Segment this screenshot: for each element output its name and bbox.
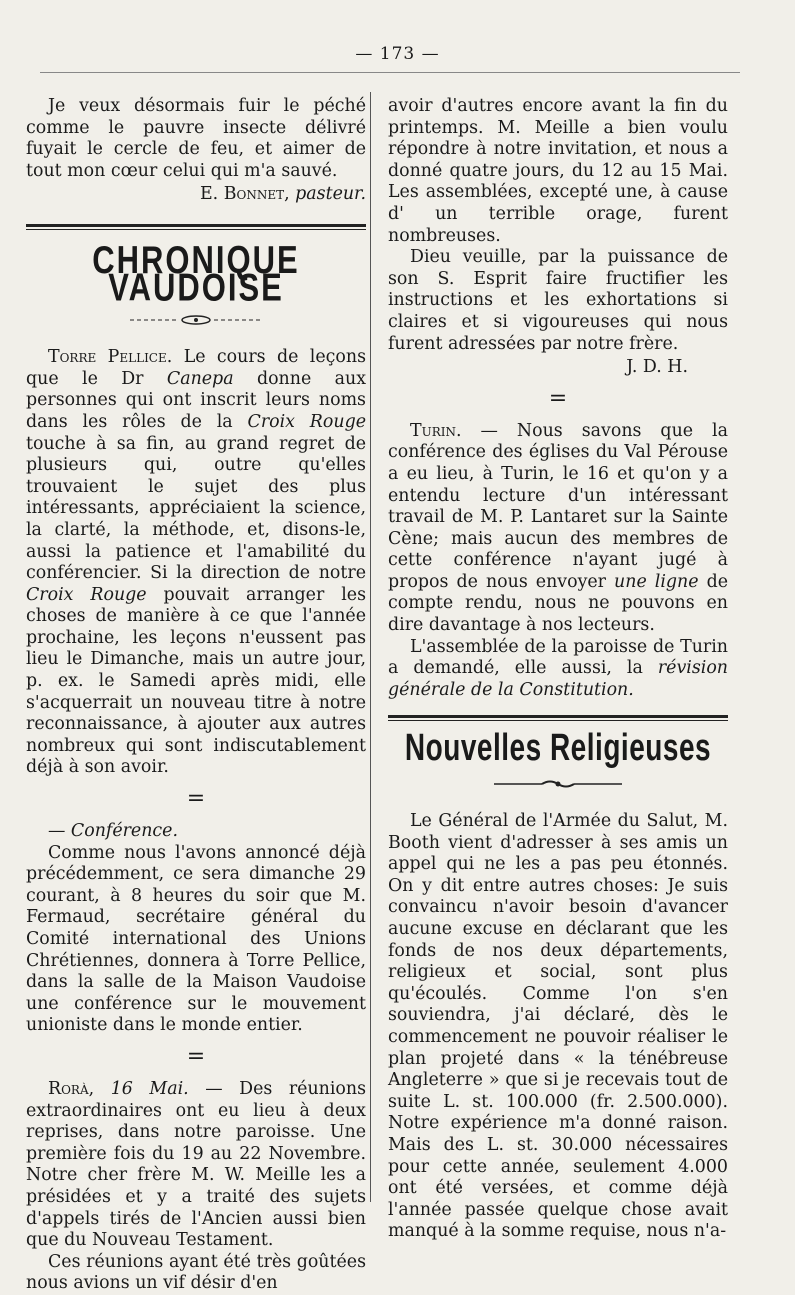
poem-signature: [26, 184, 366, 206]
conference-title: — Conférence.: [48, 821, 178, 842]
torre-text-1: Le cours de leçons que le Dr: [26, 347, 366, 389]
poem-signature-name: E. Bonnet,: [199, 184, 290, 205]
chronique-vaudoise-heading: CHRONIQUE VAUDOISE: [92, 237, 300, 309]
right-column: [388, 96, 728, 1243]
rora-lead: Rorà,: [48, 1078, 95, 1099]
torre-croix-rouge: Croix Rouge: [247, 411, 366, 432]
rora-continuation: avoir d'autres encore avant la fin du printemps. M. Meille a bien voulu répondre à notre invitation, et nous a donné quatre jours, du 12 au 15 Mai. Les assemblées, excepté une, à cause d' un terrible orage, furent nombreuses.: [388, 96, 728, 246]
rora-paragraph-2: Ces réunions ayant été très goûtées nous avions un vif désir d'en: [26, 1251, 366, 1294]
section-rule: [388, 715, 728, 721]
page-number: — 173 —: [355, 44, 440, 64]
ornament-icon: [488, 779, 628, 789]
torre-text-2: donne aux personnes qui ont inscrit leurs noms dans les rôles de la: [26, 368, 367, 432]
poem-text: Je veux désormais fuir le péché comme le pauvre insecte délivré fuyait le cercle de feu, et aimer de tout mon cœur celui qui m'a sauvé.: [26, 96, 366, 181]
left-column: [26, 96, 366, 1295]
turin-une-ligne: une ligne: [614, 571, 699, 592]
column-divider: [370, 92, 371, 1202]
header-rule: [40, 72, 740, 73]
turin-revision: révision générale de la Constitution.: [388, 658, 729, 700]
rora-paragraph: [26, 1079, 366, 1252]
turin-text-3: L'assemblée de la paroisse de Turin a demandé, elle aussi, la: [388, 636, 728, 679]
torre-text-3: touche à sa fin, au grand regret de plusieurs qui, outre qu'elles trouvaient le sujet des plus intéressants, appréciaient la science, la clarté, la méthode, et, disons-le, aussi la patience et l'amabilité du conférencier. Si la direction de notre: [26, 433, 366, 584]
booth-paragraph: Le Général de l'Armée du Salut, M. Booth vient d'adresser à ses amis un appel qui ne les a pas peu étonnés. On y dit entre autres choses: Je suis convaincu n'avoir besoin d'avancer aucune excuse en déclarant que les fonds de nos deux départements, religieux et social, sont plus qu'écoulés. Comme l'on s'en souviendra, j'ai déclaré, dès le commencement ne pouvoir réaliser le plan projeté dans « la ténébreuse Angleterre » que si je recevais tout de suite L. st. 100.000 (fr. 2.500.000). Notre expérience m'a donné raison. Mais des L. st. 30.000 nécessaires pour cette année, seulement 4.000 ont été versées, et comme déjà l'année passée quelque chose avait manqué à la somme requise, nous n'a-: [388, 811, 728, 1242]
torre-pellice-lead: Torre Pellice.: [48, 347, 173, 368]
section-rule: [26, 224, 366, 230]
turin-paragraph: [388, 421, 728, 637]
poem-signature-title: pasteur.: [295, 184, 366, 205]
rora-blessing: Dieu veuille, par la puissance de son S. Esprit faire fructifier les instructions et les exhortations si claires et si vigoureuses qui nous furent adressées par notre frère.: [388, 247, 728, 354]
torre-text-4: pouvait arranger les choses de manière à ce que l'année prochaine, les leçons n'eussent pas lieu le Dimanche, mais un autre jour, p. ex. le Samedi après midi, elle s'acquerrait un nouveau titre à notre reconnaissance, à ajouter aux autres nombreux qui sont indiscutablement déjà à son avoir.: [26, 584, 366, 778]
torre-croix-rouge-2: Croix Rouge: [26, 584, 147, 605]
turin-lead: Turin.: [410, 420, 462, 441]
turin-assembly-paragraph: [388, 637, 728, 702]
turin-text-2: de compte rendu, nous ne pouvons en dire davantage à nos lecteurs.: [388, 571, 729, 636]
separator: =: [548, 385, 568, 411]
separator: =: [186, 786, 206, 812]
torre-pellice-paragraph: [26, 347, 366, 779]
rora-text: — Des réunions extraordinaires ont eu lieu à deux reprises, dans notre paroisse. Une première fois du 19 au 22 Novembre. Notre cher frère M. W. Meille les a présidées et y a traité des sujets d'appels tirés de l'Ancien aussi bien que du Nouveau Testament.: [26, 1078, 366, 1251]
separator: =: [186, 1043, 206, 1069]
ornament-icon: [126, 315, 266, 325]
torre-canepa: Canepa: [166, 368, 234, 389]
conference-lead: [26, 821, 366, 843]
nouvelles-religieuses-heading: Nouvelles Religieuses: [404, 726, 712, 769]
rora-date: 16 Mai.: [110, 1078, 189, 1099]
turin-text-1: — Nous savons que la conférence des églises du Val Pérouse a eu lieu, à Turin, le 16 et qu'on y a entendu lecture d'un intéressant travail de M. P. Lantaret sur la Sainte Cène; mais aucun des membres de cette conférence n'ayant jugé à propos de nous envoyer: [388, 420, 728, 592]
rora-signature: J. D. H.: [626, 357, 688, 378]
conference-paragraph: Comme nous l'avons annoncé déjà précédemment, ce sera dimanche 29 courant, à 8 heures du soir que M. Fermaud, secrétaire général du Comité international des Unions Chrétiennes, donnera à Torre Pellice, dans la salle de la Maison Vaudoise une conférence sur le mouvement unioniste dans le monde entier.: [26, 842, 366, 1036]
